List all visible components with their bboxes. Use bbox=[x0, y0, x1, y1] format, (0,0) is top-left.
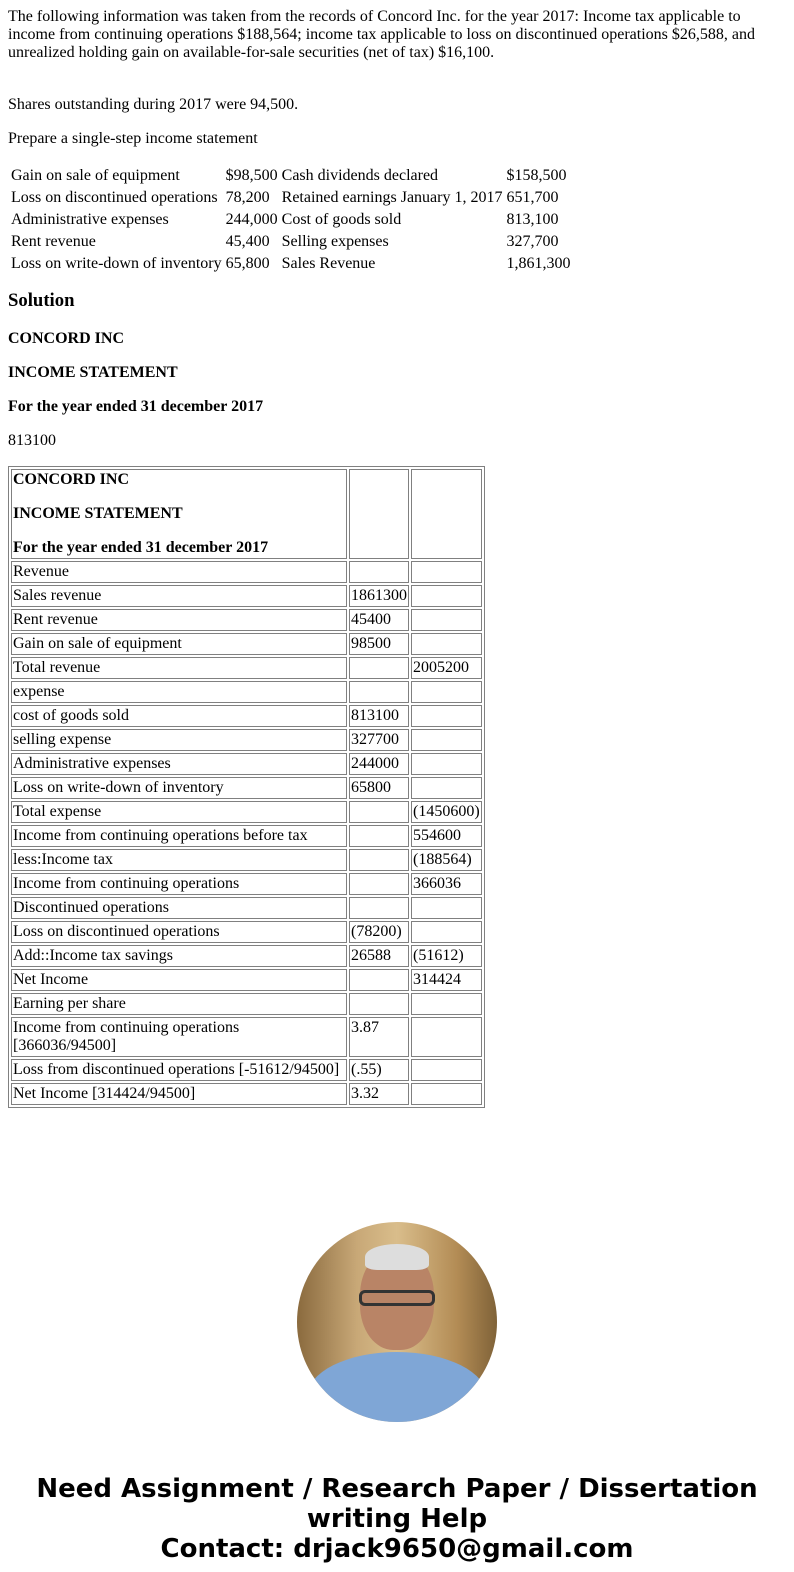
footer-ad bbox=[8, 1474, 786, 1564]
row-label: expense bbox=[11, 681, 347, 703]
row-total: 314424 bbox=[411, 969, 482, 991]
row-amount bbox=[349, 993, 409, 1015]
row-total bbox=[411, 681, 482, 703]
given-row bbox=[10, 232, 571, 252]
header-cell bbox=[11, 469, 347, 559]
table-row bbox=[11, 801, 482, 823]
header-company: CONCORD INC bbox=[13, 471, 129, 488]
table-row bbox=[11, 993, 482, 1015]
row-label: less:Income tax bbox=[11, 849, 347, 871]
row-label: Loss from discontinued operations [-51612/94500] bbox=[11, 1059, 347, 1081]
row-amount: 3.87 bbox=[349, 1017, 409, 1057]
statement-title: INCOME STATEMENT bbox=[8, 364, 178, 381]
row-total: 2005200 bbox=[411, 657, 482, 679]
given-label: Sales Revenue bbox=[281, 255, 376, 272]
given-label: Selling expenses bbox=[281, 233, 389, 250]
row-label: Gain on sale of equipment bbox=[11, 633, 347, 655]
solution-heading: Solution bbox=[8, 290, 75, 311]
given-value: $98,500 bbox=[225, 167, 278, 184]
row-total bbox=[411, 1083, 482, 1105]
given-row bbox=[10, 188, 571, 208]
table-row bbox=[11, 633, 482, 655]
given-value: 65,800 bbox=[225, 255, 270, 272]
row-total bbox=[411, 1017, 482, 1057]
row-total: (51612) bbox=[411, 945, 482, 967]
row-amount bbox=[349, 873, 409, 895]
table-row bbox=[11, 681, 482, 703]
row-label: cost of goods sold bbox=[11, 705, 347, 727]
author-photo bbox=[297, 1222, 497, 1422]
row-label: Net Income bbox=[11, 969, 347, 991]
row-amount: 65800 bbox=[349, 777, 409, 799]
row-total bbox=[411, 777, 482, 799]
table-row bbox=[11, 777, 482, 799]
table-row bbox=[11, 585, 482, 607]
table-row bbox=[11, 657, 482, 679]
row-amount bbox=[349, 969, 409, 991]
row-label: Income from continuing operations before tax bbox=[11, 825, 347, 847]
footer-help-text: Need Assignment / Research Paper / Dissertation writing Help bbox=[36, 1474, 758, 1534]
row-label: Income from continuing operations bbox=[11, 873, 347, 895]
row-label: Discontinued operations bbox=[11, 897, 347, 919]
given-label: Cash dividends declared bbox=[281, 167, 439, 184]
row-total bbox=[411, 633, 482, 655]
empty-cell bbox=[411, 469, 482, 559]
table-row bbox=[11, 561, 482, 583]
row-amount bbox=[349, 897, 409, 919]
table-row bbox=[11, 969, 482, 991]
table-row bbox=[11, 849, 482, 871]
row-amount bbox=[349, 657, 409, 679]
row-total bbox=[411, 753, 482, 775]
row-total: 366036 bbox=[411, 873, 482, 895]
given-row bbox=[10, 210, 571, 230]
table-row bbox=[11, 873, 482, 895]
table-row bbox=[11, 1059, 482, 1081]
row-total bbox=[411, 729, 482, 751]
given-label: Cost of goods sold bbox=[281, 211, 402, 228]
row-total bbox=[411, 921, 482, 943]
table-row bbox=[11, 1083, 482, 1105]
row-total bbox=[411, 609, 482, 631]
given-row bbox=[10, 166, 571, 186]
table-row bbox=[11, 897, 482, 919]
company-name: CONCORD INC bbox=[8, 330, 124, 347]
row-label: Rent revenue bbox=[11, 609, 347, 631]
header-title: INCOME STATEMENT bbox=[13, 505, 183, 522]
row-total: 554600 bbox=[411, 825, 482, 847]
row-total bbox=[411, 897, 482, 919]
row-label: Sales revenue bbox=[11, 585, 347, 607]
row-amount bbox=[349, 801, 409, 823]
given-value: 244,000 bbox=[225, 211, 278, 228]
table-row bbox=[11, 825, 482, 847]
table-row bbox=[11, 1017, 482, 1057]
given-label: Loss on discontinued operations bbox=[11, 189, 218, 206]
row-label: Loss on write-down of inventory bbox=[11, 777, 347, 799]
empty-cell bbox=[349, 469, 409, 559]
given-value: 45,400 bbox=[225, 233, 270, 250]
row-label: selling expense bbox=[11, 729, 347, 751]
given-label: Retained earnings January 1, 2017 bbox=[281, 189, 503, 206]
row-amount bbox=[349, 849, 409, 871]
table-row bbox=[11, 921, 482, 943]
income-statement-table bbox=[8, 466, 485, 1108]
row-amount: 45400 bbox=[349, 609, 409, 631]
row-label: Net Income [314424/94500] bbox=[11, 1083, 347, 1105]
row-label: Earning per share bbox=[11, 993, 347, 1015]
row-label: Administrative expenses bbox=[11, 753, 347, 775]
shares-outstanding: Shares outstanding during 2017 were 94,500. bbox=[8, 96, 299, 113]
footer-contact: Contact: drjack9650@gmail.com bbox=[160, 1534, 634, 1564]
row-label: Total expense bbox=[11, 801, 347, 823]
row-total: (188564) bbox=[411, 849, 482, 871]
header-period: For the year ended 31 december 2017 bbox=[13, 539, 269, 556]
row-amount: 1861300 bbox=[349, 585, 409, 607]
row-total: (1450600) bbox=[411, 801, 482, 823]
row-label: Income from continuing operations [366036/94500] bbox=[11, 1017, 347, 1057]
given-label: Administrative expenses bbox=[11, 211, 169, 228]
row-amount bbox=[349, 681, 409, 703]
table-row bbox=[11, 753, 482, 775]
table-header-row bbox=[11, 469, 482, 559]
table-row bbox=[11, 729, 482, 751]
row-label: Loss on discontinued operations bbox=[11, 921, 347, 943]
row-total bbox=[411, 993, 482, 1015]
row-amount: 244000 bbox=[349, 753, 409, 775]
row-amount bbox=[349, 825, 409, 847]
table-row bbox=[11, 945, 482, 967]
given-row bbox=[10, 254, 571, 274]
row-label: Add::Income tax savings bbox=[11, 945, 347, 967]
given-data-table bbox=[8, 164, 573, 276]
row-total bbox=[411, 561, 482, 583]
given-label: Loss on write-down of inventory bbox=[11, 255, 222, 272]
problem-intro: The following information was taken from the records of Concord Inc. for the year 2017: Income tax applicable to income from continuing operations $188,564; income tax applicable to loss on discontinued operations $26,588, and unrealized holding gain on available-for-sale securities (net of tax) $16,100. bbox=[8, 8, 755, 61]
row-label: Revenue bbox=[11, 561, 347, 583]
row-amount: 813100 bbox=[349, 705, 409, 727]
given-value: 651,700 bbox=[506, 189, 559, 206]
stray-number: 813100 bbox=[8, 432, 56, 449]
statement-period: For the year ended 31 december 2017 bbox=[8, 398, 264, 415]
table-row bbox=[11, 705, 482, 727]
instruction: Prepare a single-step income statement bbox=[8, 130, 258, 147]
row-amount: 327700 bbox=[349, 729, 409, 751]
row-amount: 3.32 bbox=[349, 1083, 409, 1105]
row-amount: 26588 bbox=[349, 945, 409, 967]
given-value: 813,100 bbox=[506, 211, 559, 228]
given-value: $158,500 bbox=[506, 167, 567, 184]
table-row bbox=[11, 609, 482, 631]
row-amount: (78200) bbox=[349, 921, 409, 943]
given-label: Gain on sale of equipment bbox=[11, 167, 180, 184]
row-total bbox=[411, 1059, 482, 1081]
row-amount: (.55) bbox=[349, 1059, 409, 1081]
row-label: Total revenue bbox=[11, 657, 347, 679]
row-total bbox=[411, 585, 482, 607]
given-value: 1,861,300 bbox=[506, 255, 571, 272]
given-label: Rent revenue bbox=[11, 233, 96, 250]
row-amount: 98500 bbox=[349, 633, 409, 655]
row-amount bbox=[349, 561, 409, 583]
row-total bbox=[411, 705, 482, 727]
given-value: 78,200 bbox=[225, 189, 270, 206]
given-value: 327,700 bbox=[506, 233, 559, 250]
